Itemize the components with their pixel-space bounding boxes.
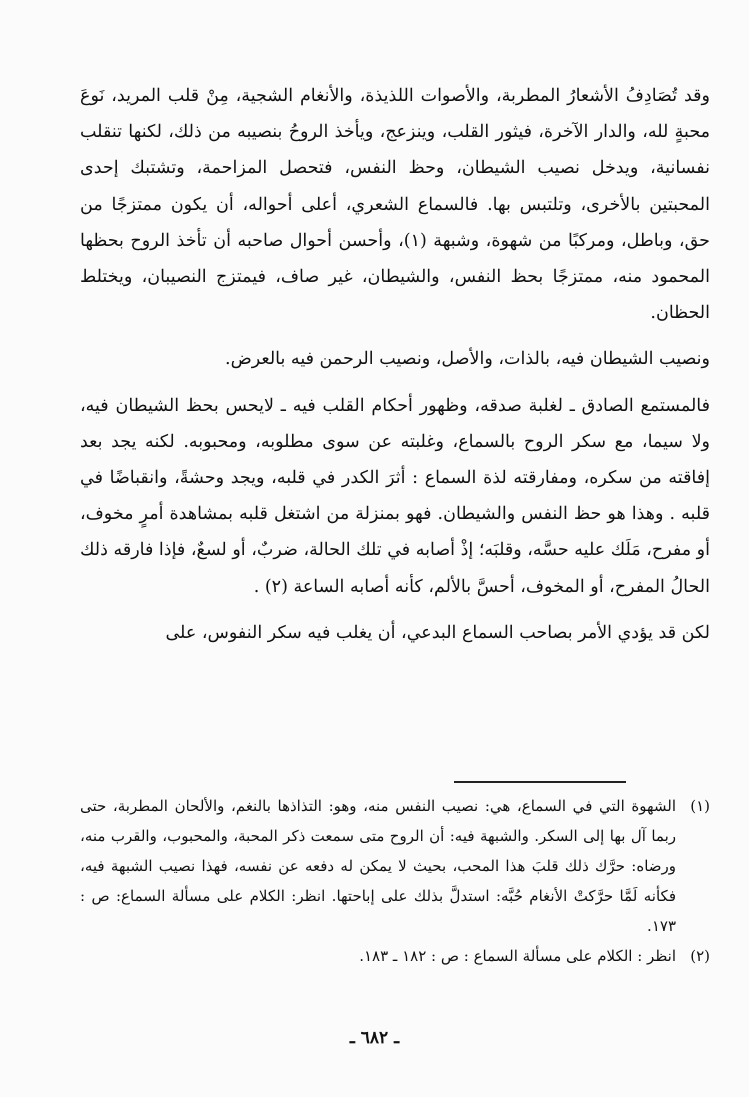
footnote-marker: (١) <box>690 797 710 815</box>
page-number: ـ ٦٨٢ ـ <box>349 1028 400 1048</box>
footnote-separator <box>454 781 626 783</box>
footnote-text: الشهوة التي في السماع، هي: نصيب النفس منه، وهو: التذاذها بالنغم، والألحان المطربة، حتى ربما آل بها إلى السكر. والشبهة فيه: أن الروح متى سمعت ذكر المحبة، والمحبوب، والقرب منه، ورضاه: حرَّك ذلك قلبَ هذا المحب، بحيث لا يمكن له دفعه عن نفسه، فهذا نصيب الشبهة فيه، فكأنه لَمَّا حرَّكتْ الأنغام حُبَّه: استدلَّ بذلك على إباحتها. انظر: الكلام على مسألة السماع: ص : ١٧٣. <box>80 797 676 935</box>
paragraph: فالمستمع الصادق ـ لغلبة صدقه، وظهور أحكام القلب فيه ـ لايحس بحظ الشيطان فيه، ولا سيما، مع سكر الروح بالسماع، وغلبته عن سوى مطلوبه، ومحبوبه. لكنه يجد بعد إفاقته من سكره، ومفارقته لذة السماع : أثرَ الكدر في قلبه، ويجد وحشةً، وانقباضًا في قلبه . وهذا هو حظ النفس والشيطان. فهو بمنزلة من اشتغل قلبه بمشاهدة أمرٍ مخوف، أو مفرح، مَلَك عليه حسَّه، وقلبَه؛ إذْ أصابه في تلك الحالة، ضربٌ، أو لسعٌ، فإذا فارقه ذلك الحالُ المفرح، أو المخوف، أحسَّ بالألم، كأنه أصابه الساعة (٢) . <box>80 395 710 597</box>
footnote-marker: (٢) <box>690 947 710 965</box>
paragraph: ونصيب الشيطان فيه، بالذات، والأصل، ونصيب الرحمن فيه بالعرض. <box>225 349 710 370</box>
paragraph: لكن قد يؤدي الأمر بصاحب السماع البدعي، أن يغلب فيه سكر النفوس، على <box>165 622 710 643</box>
footnote-text: انظر : الكلام على مسألة السماع : ص : ١٨٢ ـ ١٨٣. <box>359 947 676 965</box>
footnote <box>80 791 710 941</box>
footnotes <box>80 791 710 971</box>
footnote <box>80 941 710 971</box>
paragraph: وقد تُصَادِفُ الأشعارُ المطربة، والأصوات اللذيذة، والأنغام الشجية، مِنْ قلب المريد، نَوعَ محبةٍ لله، والدار الآخرة، فيثور القلب، وينزعج، ويأخذ الروحُ بنصيبه من ذلك، لكنها تنقلب نفسانية، ويدخل نصيب الشيطان، وحظ النفس، فتحصل المزاحمة، وتشتبك إحدى المحبتين بالأخرى، وتلتبس بها. فالسماع الشعري، أعلى أحواله، أن يكون ممتزجًا من حق، وباطل، ومركبًا من شهوة، وشبهة (١)، وأحسن أحوال صاحبه أن تأخذ الروح بحظها المحمود منه، ممتزجًا بحظ النفس، والشيطان، غير صاف، فيمتزج النصيبان، ويختلط الحظان. <box>80 86 710 324</box>
main-text <box>80 78 710 651</box>
